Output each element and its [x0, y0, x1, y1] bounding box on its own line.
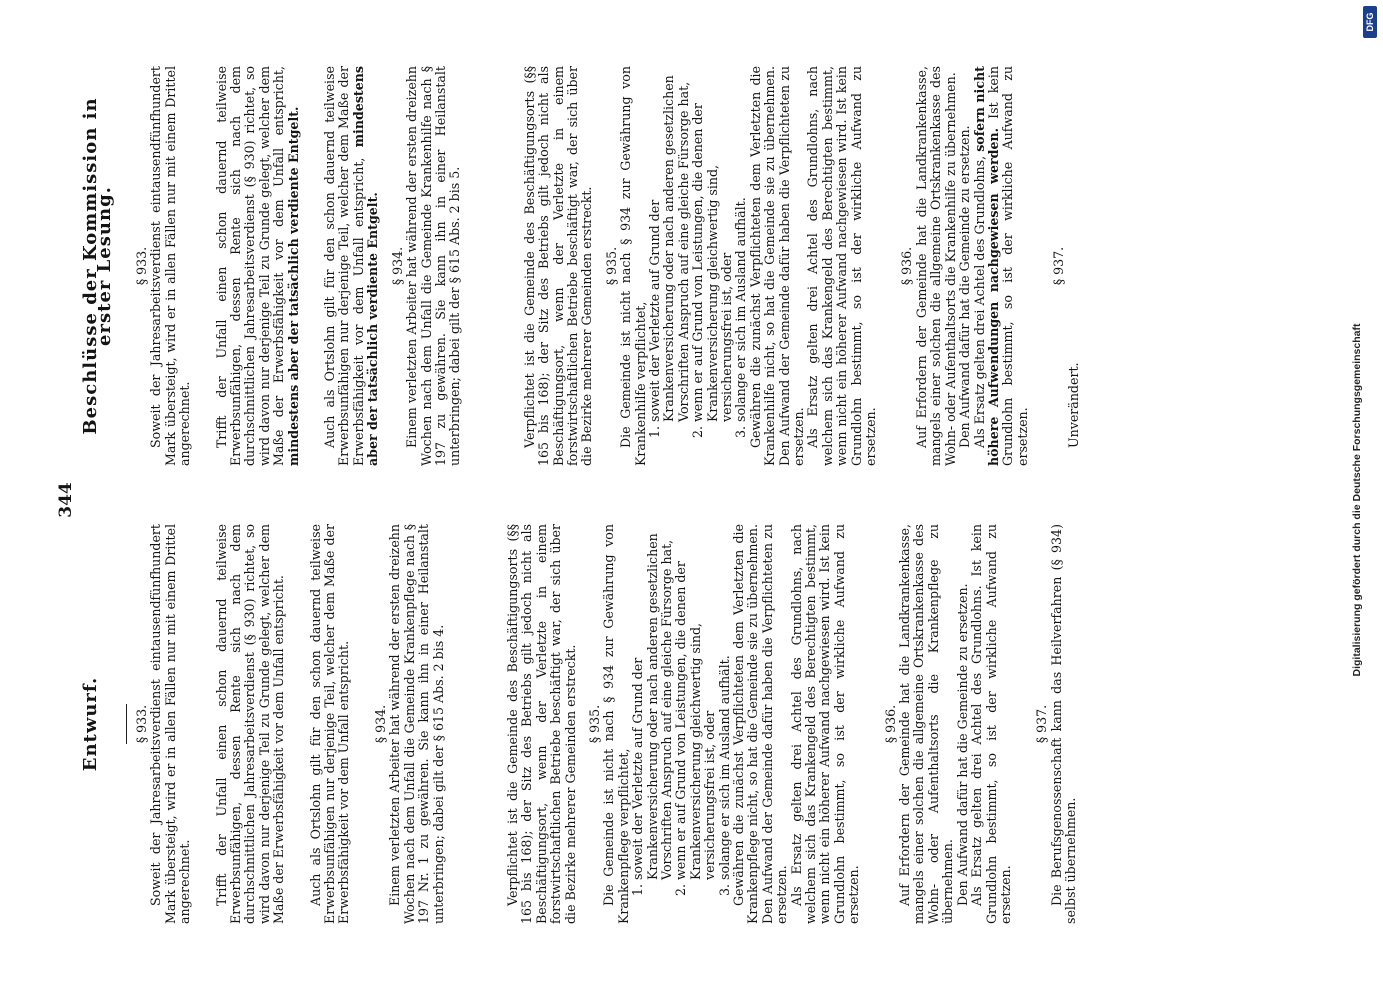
text-run: Ist kein Grundlohn bestimmt, so ist der wirkliche Aufwand zu ersetzen. [985, 66, 1030, 466]
section-937-paragraph-1: Unverändert. [1065, 362, 1081, 448]
section-934-number: § 934. [372, 704, 388, 744]
bold-amendment: mindestens aber der tatsächlich verdiente Entgelt. [350, 66, 381, 466]
bold-amendment: sofern nicht höhere Aufwendungen nachgewiesen werden. [971, 66, 1001, 466]
section-933-paragraph-1: Soweit der Jahresarbeitsverdienst eintausendfünfhundert Mark übersteigt, wird er in allen Fällen nur mit einem Drittel angerechnet. [148, 66, 193, 466]
dfg-logo-text: DFG [1365, 12, 1375, 32]
section-935-item-3: 3. solange er sich im Ausland aufhält. [716, 655, 732, 896]
section-934-paragraph-1: Einem verletzten Arbeiter hat während der ersten dreizehn Wochen nach dem Unfall die Gemeinde Krankenhilfe nach § 197 zu gewähren. Sie kann ihn in einer Heilanstalt unterbringen; dabei gilt der § 615 Abs. 2 bis 5. [404, 66, 463, 466]
section-935-number: § 935. [603, 246, 619, 286]
section-935-item-3: 3. solange er sich im Ausland aufhält. [733, 197, 749, 438]
section-935-paragraph-3: Als Ersatz gelten drei Achtel des Grundlohns, nach welchem sich das Krankengeld des Berechtigten bestimmt, wenn nicht ein höherer Aufwand nachgewiesen wird. Ist kein Grundlohn bestimmt, so ist der wirkliche Aufwand zu ersetzen. [788, 524, 862, 924]
section-935-item-2: 2. wenn er auf Grund von Leistungen, die denen der Krankenversicherung gleichwertig sind, versicherungsfrei ist, oder [690, 103, 734, 438]
page-number: 344 [56, 482, 76, 518]
section-936-paragraph-2: Den Aufwand dafür hat die Gemeinde zu ersetzen. [957, 125, 973, 448]
section-933-number: § 933. [134, 246, 149, 286]
section-934-paragraph-1: Einem verletzten Arbeiter hat während der ersten dreizehn Wochen nach dem Unfall die Gemeinde Krankenpflege nach § 197 Nr. 1 zu gewähren. Sie kann ihn in einer Heilanstalt unterbringen; dabei gilt der § 615 Abs. 2 bis 4. [387, 524, 446, 924]
text-run: Als Ersatz gelten drei Achtel des Grundlohns, [971, 151, 987, 448]
section-935-item-1: 1. soweit der Verletzte auf Grund der Krankenversicherung oder nach anderen gesetzlichen Vorschriften Anspruch auf eine gleiche Fürsorge hat, [630, 533, 674, 896]
section-937-number: § 937. [1051, 246, 1067, 286]
section-933-paragraph-3 [323, 66, 381, 466]
section-935-paragraph-1: Die Gemeinde ist nicht nach § 934 zur Gewährung von Krankenhilfe verpflichtet, [618, 66, 648, 466]
section-935-paragraph-2: Gewähren die zunächst Verpflichteten dem Verletzten die Krankenhilfe nicht, so hat die Gemeinde sie zu übernehmen. Den Aufwand der Gemeinde dafür haben die Verpflichteten zu ersetzen. [747, 66, 807, 466]
section-933-paragraph-2: Trifft der Unfall einen schon dauernd teilweise Erwerbsunfähigen, dessen Rente sich nach dem durchschnittlichen Jahresarbeitsverdienst (§ 930) richtet, so wird davon nur derjenige Teil zu Grunde gelegt, welcher dem Maße der Erwerbsfähigkeit vor dem Unfall entspricht. [213, 524, 287, 924]
bold-amendment: mindestens aber der tatsächlich verdiente Entgelt. [285, 106, 301, 466]
section-936-paragraph-2: Den Aufwand dafür hat die Gemeinde zu ersetzen. [954, 583, 970, 906]
section-935-item-1: 1. soweit der Verletzte auf Grund der Krankenversicherung oder nach anderen gesetzlichen Vorschriften Anspruch auf eine gleiche Fürsorge hat, [646, 75, 691, 438]
section-936-paragraph-1: Auf Erfordern der Gemeinde hat die Landkrankenkasse, mangels einer solchen die allgemeine Ortskrankenkasse des Wohn- oder Aufenthaltsorts die Krankenpflege zu übernehmen. [897, 524, 956, 924]
column-beschluesse [80, 66, 1081, 466]
section-933-number: § 933. [134, 704, 149, 744]
section-935-paragraph-2: Gewähren die zunächst Verpflichteten dem Verletzten die Krankenpflege nicht, so hat die Gemeinde sie zu übernehmen. Den Aufwand der Gemeinde dafür haben die Verpflichteten zu ersetzen. [731, 524, 790, 924]
section-933-paragraph-1: Soweit der Jahresarbeitsverdienst eintausendfünfhundert Mark übersteigt, wird er in allen Fällen nur mit einem Drittel angerechnet. [148, 524, 193, 924]
section-935-item-2: 2. wenn er auf Grund von Leistungen, die denen der Krankenversicherung gleichwertig sind, versicherungsfrei ist, oder [673, 561, 718, 896]
section-934-number: § 934. [389, 246, 405, 286]
section-937-number: § 937. [1034, 704, 1050, 744]
column-title-entwurf: Entwurf. [80, 676, 101, 772]
section-935-intro: Verpflichtet ist die Gemeinde des Beschäftigungsorts (§§ 165 bis 168); der Sitz des Betriebs gilt jedoch nicht als Beschäftigungsort, wenn der Verletzte in einem forstwirtschaftlichen Betriebe beschäftigt war, der sich über die Bezirke mehrerer Gemeinden erstreckt. [521, 66, 595, 466]
section-935-paragraph-3: Als Ersatz gelten drei Achtel des Grundlohns, nach welchem sich das Krankengeld des Berechtigten bestimmt, wenn nicht ein höherer Aufwand nachgewiesen wird. Ist kein Grundlohn bestimmt, so ist der wirkliche Aufwand zu ersetzen. [805, 66, 879, 466]
column-title-beschluesse: Beschlüsse der Kommission in erster Lesung. [80, 97, 116, 435]
title-rule [126, 704, 127, 744]
section-936-paragraph-1: Auf Erfordern der Gemeinde hat die Landkrankenkasse, mangels einer solchen die allgemeine Ortskrankenkasse des Wohn- oder Aufenthaltsorts die Krankenhilfe zu übernehmen. [913, 66, 958, 466]
column-entwurf [80, 524, 1079, 924]
section-933-paragraph-2 [215, 66, 301, 466]
section-936-number: § 936. [899, 246, 915, 286]
section-936-paragraph-3: Als Ersatz gelten drei Achtel des Grundlohns. Ist kein Grundlohn bestimmt, so ist der wirkliche Aufwand zu ersetzen. [969, 524, 1013, 924]
section-933-paragraph-3: Auch als Ortslohn gilt für den schon dauernd teilweise Erwerbsunfähigen nur derjenige Teil, welcher dem Maße der Erwerbsfähigkeit vor dem Unfall entspricht. [307, 524, 352, 924]
section-935-paragraph-1: Die Gemeinde ist nicht nach § 934 zur Gewährung von Krankenpflege verpflichtet, [601, 524, 631, 924]
funding-note-text: Digitalisierung gefördert durch die Deutsche Forschungsgemeinschaft [1351, 323, 1363, 677]
section-937-paragraph-1: Die Berufsgenossenschaft kann das Heilverfahren (§ 934) selbst übernehmen. [1048, 524, 1079, 924]
section-936-number: § 936. [882, 704, 898, 744]
section-936-paragraph-3 [973, 66, 1031, 466]
dfg-logo [1363, 6, 1377, 38]
text-run: Trifft der Unfall einen schon dauernd teilweise Erwerbsunfähigen, dessen Rente sich nach dem durchschnittlichen Jahresarbeitsverdienst (§ 930) richtet, so wird davon nur derjenige Teil zu Grunde gelegt, welcher dem Maße der Erwerbsfähigkeit vor dem Unfall entspricht, [213, 66, 287, 466]
funding-note [1347, 0, 1383, 1000]
section-935-intro: Verpflichtet ist die Gemeinde des Beschäftigungsorts (§§ 165 bis 168); der Sitz des Betriebs gilt jedoch nicht als Beschäftigungsort, wenn der Verletzte in einem forstwirtschaftlichen Betriebe beschäftigt war, der sich über die Bezirke mehrerer Gemeinden erstreckt. [504, 524, 578, 924]
section-935-number: § 935. [586, 704, 602, 744]
text-run: Auch als Ortslohn gilt für den schon dauernd teilweise Erwerbsunfähigen nur derjenige Teil, welcher dem Maße der Erwerbsfähigkeit vor dem Unfall entspricht, [322, 66, 366, 466]
